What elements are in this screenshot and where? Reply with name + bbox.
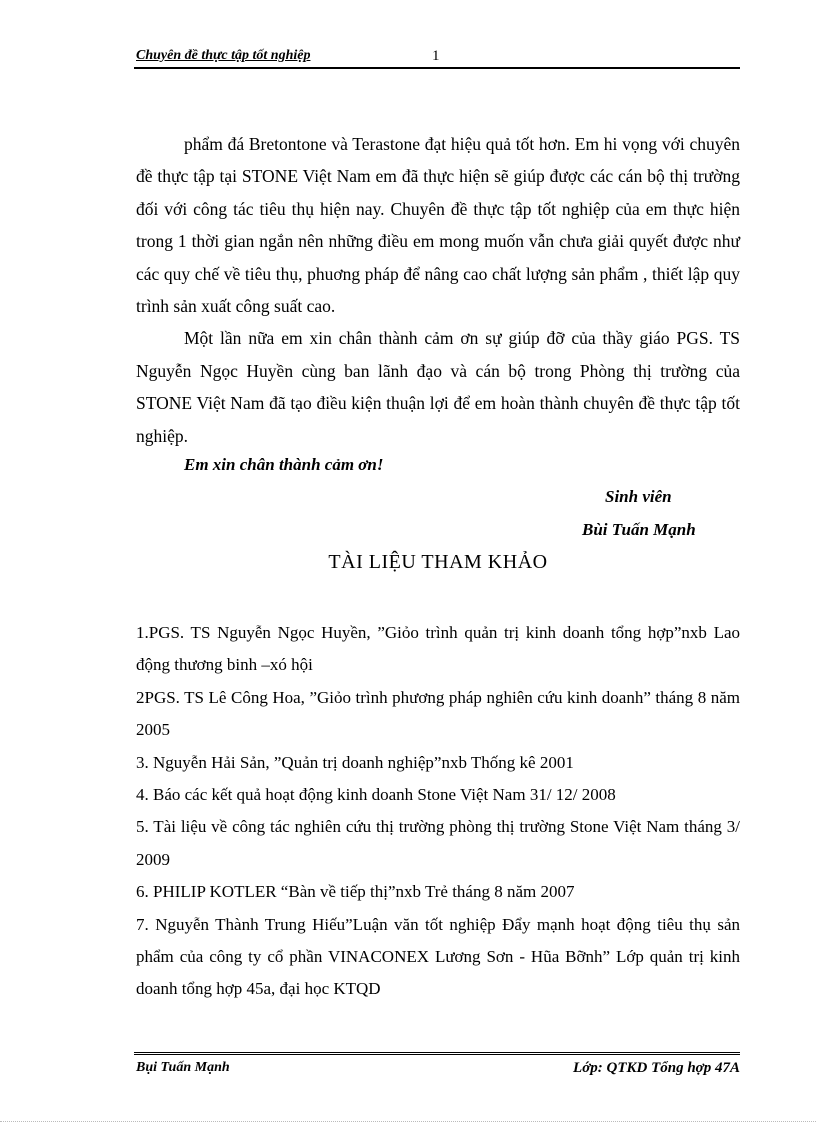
page-edge xyxy=(0,1121,816,1122)
thanks-line: Em xin chân thành cảm ơn! xyxy=(184,455,384,474)
footer-class: Lớp: QTKD Tổng hợp 47A xyxy=(573,1060,740,1076)
reference-item: 6. PHILIP KOTLER “Bàn về tiếp thị”nxb Trẻ tháng 8 năm 2007 xyxy=(136,882,575,902)
body-paragraph: phẩm đá Bretontone và Terastone đạt hiệu quả tốt hơn. Em hi vọng với chuyên đề thực tập tại STONE Việt Nam em đã thực hiện sẽ giúp được các cán bộ thị trường đối với công tác tiêu thụ hiện nay. Chuyên đề thực tập tốt nghiệp của em thực hiện trong 1 thời gian ngắn nên những điều em mong muốn vẫn chưa giải quyết được như các quy chế về tiêu thụ, phuơng pháp để nâng cao chất lượng sản phẩm , thiết lập quy trình sản xuất công suất cao. xyxy=(136,134,740,317)
reference-item: 3. Nguyễn Hải Sản, ”Quản trị doanh nghiệp”nxb Thống kê 2001 xyxy=(136,752,574,772)
reference-item: 2PGS. TS Lê Công Hoa, ”Giỏo trình phương pháp nghiên cứu kinh doanh” tháng 8 năm 2005 xyxy=(136,687,740,740)
reference-item: 4. Báo các kết quả hoạt động kinh doanh Stone Việt Nam 31/ 12/ 2008 xyxy=(136,785,616,805)
references-list xyxy=(136,617,740,1006)
page-number: 1 xyxy=(432,48,440,64)
page-header xyxy=(134,47,740,69)
body-text xyxy=(136,128,740,452)
signature-name: Bùi Tuấn Mạnh xyxy=(582,520,696,539)
reference-item: 1.PGS. TS Nguyễn Ngọc Huyền, ”Giỏo trình quản trị kinh doanh tổng hợp”nxb Lao động thương binh –xó hội xyxy=(136,623,740,675)
reference-item: 5. Tài liệu về công tác nghiên cứu thị trường phòng thị trường Stone Việt Nam tháng 3/ 2009 xyxy=(136,817,740,869)
footer-author: Bụi Tuấn Mạnh xyxy=(136,1060,230,1075)
reference-item: 7. Nguyễn Thành Trung Hiếu”Luận văn tốt nghiệp Đẩy mạnh hoạt động tiêu thụ sản phẩm của công ty cổ phần VINACONEX Lương Sơn - Hũa Bỡnh” Lớp quản trị kinh doanh tổng hợp 45a, đại học KTQD xyxy=(136,914,740,999)
page-footer xyxy=(134,1052,740,1076)
references-title: TÀI LIỆU THAM KHẢO xyxy=(328,551,548,573)
header-title: Chuyên đề thực tập tốt nghiệp xyxy=(136,48,311,63)
body-paragraph: Một lần nữa em xin chân thành cảm ơn sự giúp đỡ của thầy giáo PGS. TS Nguyễn Ngọc Huyền cùng ban lãnh đạo và cán bộ trong Phòng thị trường của STONE Việt Nam đã tạo điều kiện thuận lợi để em hoàn thành chuyên đề thực tập tốt nghiệp. xyxy=(136,328,740,446)
signature-role: Sinh viên xyxy=(605,487,672,506)
